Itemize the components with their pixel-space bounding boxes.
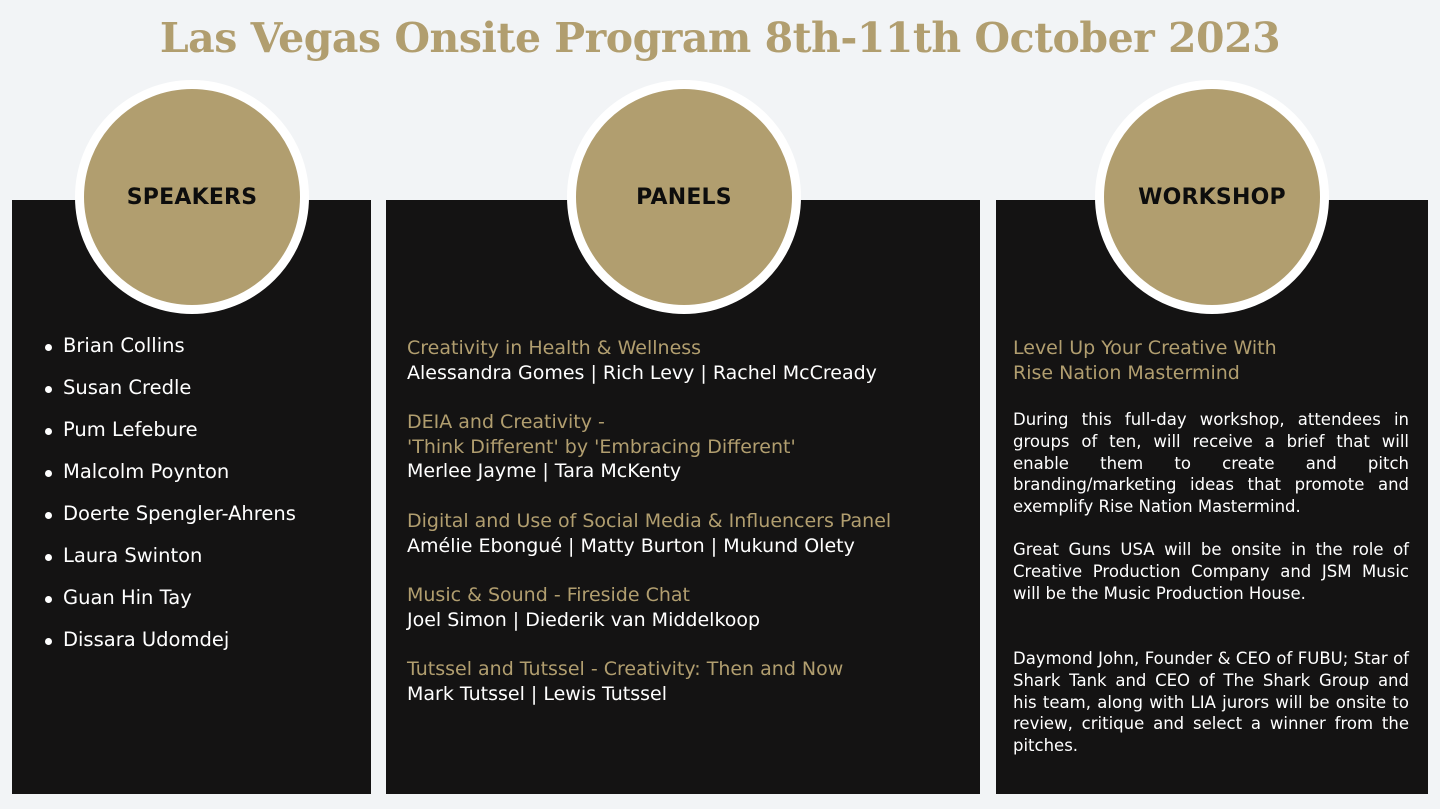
session-title: DEIA and Creativity - — [407, 411, 605, 433]
speaker-name: Susan Credle — [63, 376, 192, 399]
session-speakers: Amélie Ebongué | Matty Burton | Mukund Olety — [407, 534, 855, 557]
panel-session — [407, 657, 967, 706]
bullet-icon — [45, 554, 52, 561]
bullet-icon — [45, 596, 52, 603]
speakers-heading: SPEAKERS — [126, 184, 258, 210]
workshop-title-line: Level Up Your Creative With — [1013, 337, 1277, 359]
speaker-name: Dissara Udomdej — [63, 628, 230, 651]
bullet-icon — [45, 344, 52, 351]
list-item — [45, 376, 296, 418]
list-item — [45, 418, 296, 460]
session-title: Creativity in Health & Wellness — [407, 337, 702, 359]
session-speakers: Merlee Jayme | Tara McKenty — [407, 460, 682, 482]
bullet-icon — [45, 428, 52, 435]
bullet-icon — [45, 512, 52, 519]
session-speakers: Joel Simon | Diederik van Middelkoop — [407, 608, 761, 631]
list-item — [45, 460, 296, 502]
panel-session — [407, 410, 967, 484]
workshop-heading-circle — [1095, 80, 1329, 314]
page-title: Las Vegas Onsite Program 8th-11th October 2023 — [159, 14, 1281, 62]
list-item — [45, 586, 296, 628]
bullet-icon — [45, 470, 52, 477]
bullet-icon — [45, 638, 52, 645]
workshop-description: During this full-day workshop, attendees in groups of ten, will receive a brief that will enable them to create and pitch branding/marketing ideas that promote and exemplify Rise Nation Mastermind. — [1013, 410, 1409, 517]
session-title: Digital and Use of Social Media & Influencers Panel — [407, 510, 892, 532]
speaker-name: Brian Collins — [63, 334, 185, 357]
panel-session — [407, 509, 967, 558]
speaker-list — [45, 334, 296, 670]
workshop-title — [1013, 336, 1409, 385]
speaker-name: Laura Swinton — [63, 544, 203, 567]
speaker-name: Pum Lefebure — [63, 418, 198, 441]
session-speakers: Mark Tutssel | Lewis Tutssel — [407, 682, 668, 705]
list-item — [45, 628, 296, 670]
workshop-heading: WORKSHOP — [1138, 184, 1286, 210]
speakers-heading-circle — [75, 80, 309, 314]
panel-session — [407, 583, 967, 632]
workshop-title-line: Rise Nation Mastermind — [1013, 361, 1240, 384]
session-speakers: Alessandra Gomes | Rich Levy | Rachel McCready — [407, 361, 877, 384]
list-item — [45, 334, 296, 376]
list-item — [45, 502, 296, 544]
session-title: Music & Sound - Fireside Chat — [407, 584, 690, 606]
workshop-production-info: Great Guns USA will be onsite in the role of Creative Production Company and JSM Music will be the Music Production House. — [1013, 540, 1409, 603]
speaker-name: Doerte Spengler-Ahrens — [63, 502, 296, 525]
session-title: Tutssel and Tutssel - Creativity: Then and Now — [407, 658, 844, 680]
workshop-judges-info: Daymond John, Founder & CEO of FUBU; Star of Shark Tank and CEO of The Shark Group and his team, along with LIA jurors will be onsite to review, critique and select a winner from the pitches. — [1013, 649, 1409, 756]
speaker-name: Guan Hin Tay — [63, 586, 192, 609]
bullet-icon — [45, 386, 52, 393]
session-title: 'Think Different' by 'Embracing Different' — [407, 435, 796, 458]
panel-session — [407, 336, 967, 385]
panels-heading-circle — [567, 80, 801, 314]
list-item — [45, 544, 296, 586]
panels-heading: PANELS — [636, 184, 732, 210]
speaker-name: Malcolm Poynton — [63, 460, 230, 483]
